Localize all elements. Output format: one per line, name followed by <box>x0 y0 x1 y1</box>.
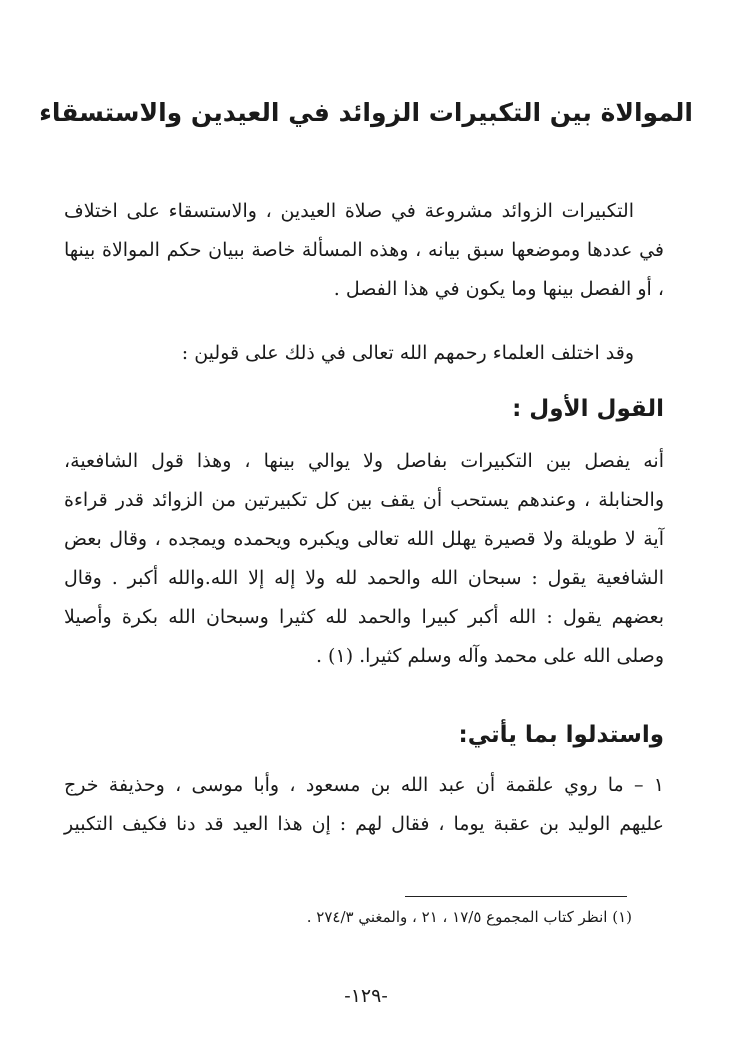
intro-paragraph <box>64 192 664 309</box>
footnote-divider <box>405 896 627 897</box>
disagreement-line: وقد اختلف العلماء رحمهم الله تعالى في ذلك على قولين : <box>181 342 634 364</box>
first-opinion-heading: القول الأول : <box>512 396 664 422</box>
first-opinion-paragraph <box>64 442 664 676</box>
evidence-line: ١ – ما روي علقمة أن عبد الله بن مسعود ، وأبا موسى ، وحذيفة خرج <box>64 774 664 796</box>
evidence-heading: واستدلوا بما يأتي: <box>458 722 664 748</box>
first-opinion-line: الشافعية يقول : سبحان الله والحمد لله ولا إله إلا الله.والله أكبر . وقال <box>64 567 664 589</box>
intro-line: ، أو الفصل بينها وما يكون في هذا الفصل . <box>333 278 664 300</box>
footnote: (١) انظر كتاب المجموع ١٧/٥ ، ٢١ ، والمغني ٢٧٤/٣ . <box>306 908 632 926</box>
disagreement-paragraph <box>64 334 664 373</box>
intro-line: في عددها وموضعها سبق بيانه ، وهذه المسألة خاصة ببيان حكم الموالاة بينها <box>64 239 664 261</box>
first-opinion-line: وصلى الله على محمد وآله وسلم كثيرا. (١) . <box>315 645 664 667</box>
first-opinion-line: والحنابلة ، وعندهم يستحب أن يقف بين كل تكبيرتين من الزوائد قدر قراءة <box>64 489 664 511</box>
evidence-paragraph <box>64 766 664 844</box>
page-number: -١٢٩- <box>344 985 388 1007</box>
first-opinion-line: آية لا طويلة ولا قصيرة يهلل الله تعالى ويكبره ويحمده ويمجده ، وقال بعض <box>64 528 664 550</box>
page-title: الموالاة بين التكبيرات الزوائد في العيدين والاستسقاء <box>39 98 693 127</box>
first-opinion-line: بعضهم يقول : الله أكبر كبيرا والحمد لله كثيرا وسبحان الله بكرة وأصيلا <box>64 606 664 628</box>
first-opinion-line: أنه يفصل بين التكبيرات بفاصل ولا يوالي بينها ، وهذا قول الشافعية، <box>64 450 664 472</box>
intro-line: التكبيرات الزوائد مشروعة في صلاة العيدين ، والاستسقاء على اختلاف <box>64 200 634 222</box>
evidence-line: عليهم الوليد بن عقبة يوما ، فقال لهم : إن هذا العيد قد دنا فكيف التكبير <box>64 813 664 835</box>
